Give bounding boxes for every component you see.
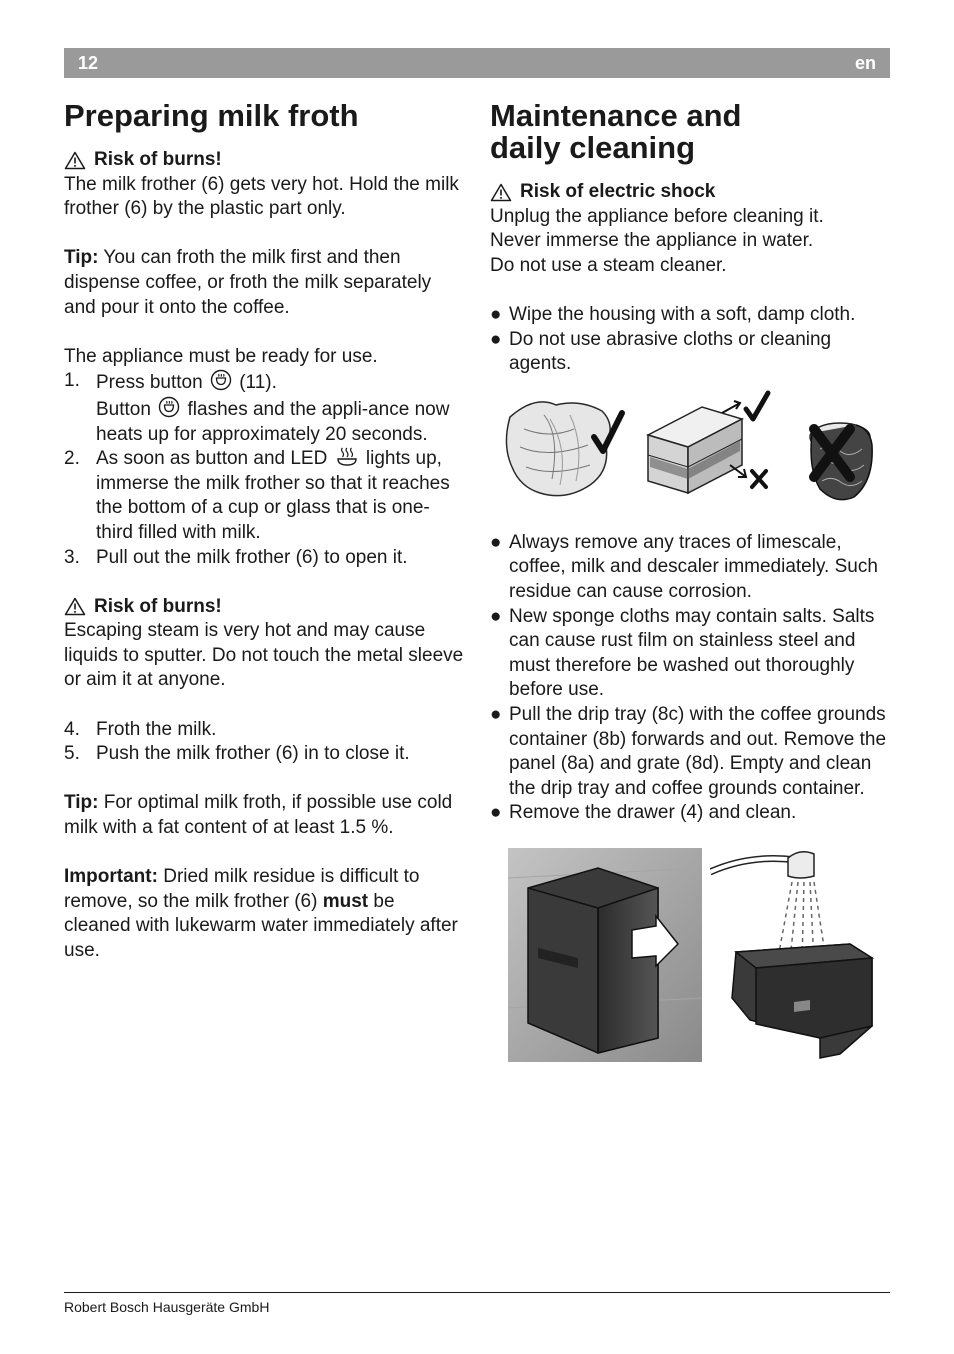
bullet-text: Remove the drawer (4) and clean. (509, 802, 797, 824)
bullet-text: Wipe the housing with a soft, damp cloth. (509, 303, 856, 325)
important-emphasis: must (322, 890, 369, 912)
footer-rule (64, 1292, 890, 1293)
warning-heading-shock (490, 180, 890, 205)
drawer-rinsing-image (710, 848, 880, 1062)
section-title-milk-froth: Preparing milk froth (64, 98, 359, 133)
bullet-list (490, 531, 890, 826)
warning-text: Never immerse the appliance in water. (490, 230, 814, 252)
bullet-dot: ● (490, 328, 502, 350)
list-item (64, 742, 464, 767)
bullet-text: Do not use abrasive cloths or cleaning agents. (509, 328, 832, 375)
bullet-dot: ● (490, 303, 502, 325)
faucet-head (788, 852, 814, 878)
list-item (490, 801, 890, 826)
tip-paragraph (64, 246, 464, 320)
bullet-text: New sponge cloths may contain salts. Salts can cause rust film on stainless steel and must therefore be washed out thoroughly before use. (509, 605, 875, 701)
step-text: As soon as button and LED (96, 448, 333, 470)
list-item (490, 531, 890, 605)
warning-text: Do not use a steam cleaner. (490, 254, 727, 276)
tip-label: Tip: (64, 247, 99, 269)
warning-triangle-icon (64, 151, 86, 170)
tip-text: You can froth the milk first and then dispense coffee, or froth the milk separately and pour it onto the coffee. (64, 247, 432, 318)
milk-froth-button-icon (158, 396, 180, 418)
cleaning-materials-illustration (490, 389, 890, 519)
cloth-image (506, 402, 610, 496)
steam-led-icon (335, 447, 359, 467)
tip-label: Tip: (64, 792, 99, 814)
list-item (64, 447, 464, 545)
step-number: 5. (64, 743, 80, 765)
warning-text: Unplug the appliance before cleaning it. (490, 205, 824, 227)
step-text: Froth the milk. (96, 718, 217, 740)
page-number: 12 (78, 53, 99, 73)
footer-company: Robert Bosch Hausgeräte GmbH (64, 1299, 270, 1315)
list-item (490, 605, 890, 703)
warning-heading-text: Risk of electric shock (520, 181, 716, 202)
sponge-image (648, 407, 742, 493)
title-line: daily cleaning (490, 130, 696, 165)
important-text: be cleaned with lukewarm water immediately after use. (64, 890, 458, 961)
list-item (64, 369, 464, 447)
important-label: Important: (64, 866, 158, 888)
step-number: 1. (64, 370, 80, 392)
list-item (490, 328, 890, 377)
step-number: 4. (64, 718, 80, 740)
left-column (64, 100, 464, 964)
bullet-dot: ● (490, 703, 502, 725)
warning-text: Escaping steam is very hot and may cause liquids to sputter. Do not touch the metal sleeve or aim it at anyone. (64, 620, 464, 691)
list-item (490, 303, 890, 328)
list-item (64, 718, 464, 743)
warning-heading-burns (64, 595, 464, 620)
tip-text: For optimal milk froth, if possible use cold milk with a fat content of at least 1.5 %. (64, 792, 453, 839)
list-item (64, 546, 464, 571)
step-number: 2. (64, 448, 80, 470)
warning-heading-burns (64, 148, 464, 173)
bullet-text: Always remove any traces of limescale, coffee, milk and descaler immediately. Such residue can cause corrosion. (509, 531, 878, 602)
step-text: Push the milk frother (6) in to close it. (96, 743, 410, 765)
important-text: Dried milk residue is difficult to remove, so the milk frother (6) (64, 866, 420, 912)
steps-list (64, 718, 464, 767)
step-text: Pull out the milk frother (6) to open it. (96, 546, 408, 568)
section-title-maintenance (490, 100, 890, 164)
arrow-to-soft-side (722, 401, 740, 413)
step-text: flashes and the appli-ance now heats up for approximately 20 seconds. (96, 398, 450, 445)
warning-triangle-icon (490, 183, 512, 202)
header-bar (64, 48, 890, 78)
drawer-illustrations (508, 848, 890, 1062)
important-paragraph (64, 865, 464, 963)
bullet-list (490, 303, 890, 377)
warning-text: The milk frother (6) gets very hot. Hold the milk frother (6) by the plastic part only. (64, 173, 459, 220)
step-text: Press button (96, 372, 208, 394)
language-code: en (854, 53, 876, 73)
tip-paragraph (64, 791, 464, 840)
bullet-dot: ● (490, 802, 502, 824)
step-text: lights up, immerse the milk frother so that it reaches the bottom of a cup or glass that is one-third filled with milk. (96, 448, 450, 543)
bullet-dot: ● (490, 605, 502, 627)
list-item (490, 703, 890, 801)
step-text: (11). (233, 372, 277, 394)
milk-froth-button-icon (210, 369, 232, 391)
title-line: Maintenance and (490, 98, 742, 133)
step-text: Button (96, 398, 157, 420)
warning-triangle-icon (64, 597, 86, 616)
ready-text: The appliance must be ready for use. (64, 345, 378, 367)
right-column (490, 100, 890, 1062)
steps-list (64, 369, 464, 570)
drawer-removal-image (508, 848, 702, 1062)
check-mark-icon (746, 393, 768, 419)
step-number: 3. (64, 546, 80, 568)
warning-heading-text: Risk of burns! (94, 149, 222, 170)
cross-mark-icon (752, 471, 766, 487)
bullet-text: Pull the drip tray (8c) with the coffee grounds container (8b) forwards and out. Remove the panel (8a) and grate (8d). Empty and clean the drip tray and coffee grounds container. (509, 703, 887, 799)
warning-heading-text: Risk of burns! (94, 595, 222, 617)
bullet-dot: ● (490, 531, 502, 553)
